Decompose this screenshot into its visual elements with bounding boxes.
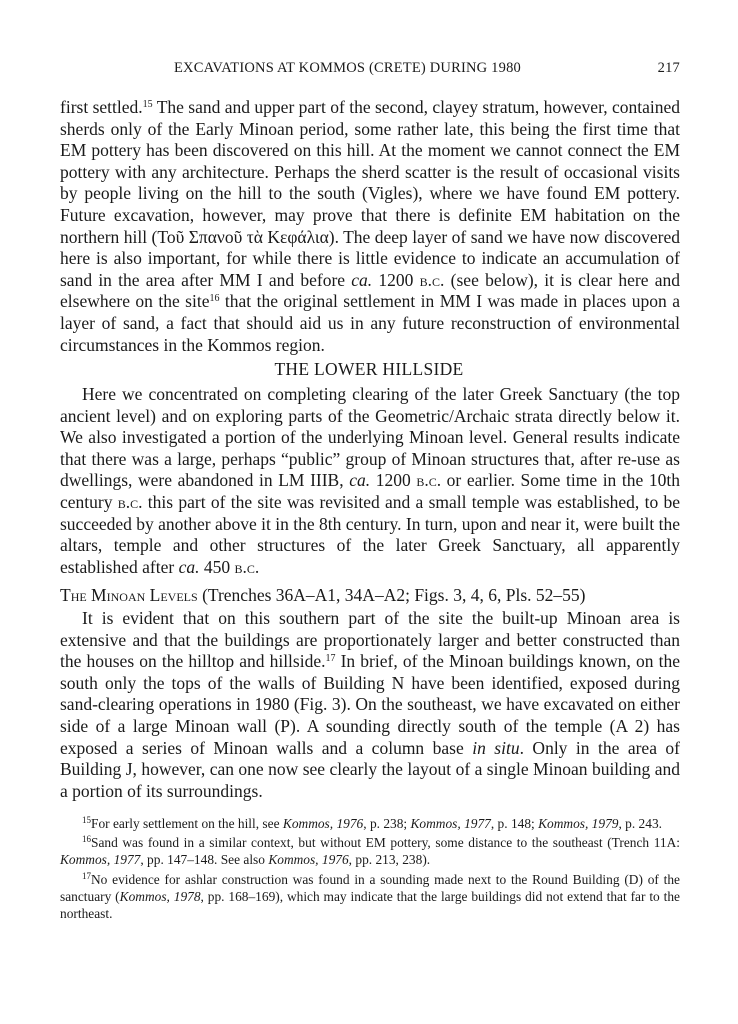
page-number: 217	[657, 60, 680, 76]
footnote-ref-16[interactable]: 16	[209, 293, 220, 305]
running-head: EXCAVATIONS AT KOMMOS (CRETE) DURING 1980	[174, 60, 521, 76]
section-heading: THE LOWER HILLSIDE	[274, 359, 464, 379]
subsection-heading	[60, 585, 680, 607]
paragraph-early-settlement: first settled.$^{15}$ The sand and upper part of the second, clayey stratum, however, contained sherds only of the Early Minoan period, some rather late, this being the first time that EM pottery has been discovered on this hill. At the moment we cannot connect the EM pottery with any architecture. Perhaps the sherd scatter is the result of occasional visits by people living on the hill to the south (Vigles), where we have found EM pottery. Future excavation, however, may prove that there is definite EM habitation on the northern hill (Τοῦ Σπανοῦ τὰ Κεφάλια). The deep layer of sand we have now discovered here is also important, for while there is little evidence to indicate an accumulation of sand in the area after MM I and before ca. 1200 b.c. (see below), it is clear here and elsewhere on the site$^{16}$ that the original settlement in MM I was made in places upon a layer of sand, a fact that should aid us in any future reconstruction of environmental circumstances in the Kommos region.	[60, 97, 681, 355]
footnote-ref-17[interactable]: 17	[325, 653, 336, 665]
footnote-15: $^{15}$For early settlement on the hill, see Kommos, 1976, p. 238; Kommos, 1977, p. 148; Kommos, 1979, p. 243.	[82, 815, 662, 831]
subsection-detail: (Trenches 36A–A1, 34A–A2; Figs. 3, 4, 6, Pls. 52–55)	[197, 585, 586, 605]
footnote-ref-15[interactable]: 15	[142, 99, 153, 110]
paragraph-lower-hillside: Here we concentrated on completing clearing of the later Greek Sanctuary (the top ancient level) and on exploring parts of the Geometric/Archaic strata directly below it. We also investigated a portion of the underlying Minoan level. General results indicate that there was a large, perhaps “public” group of Minoan structures that, after re-use as dwellings, were abandoned in LM IIIB, ca. 1200 b.c. or earlier. Some time in the 10th century b.c. this part of the site was revisited and a small temple was established, to be succeeded by another above it in the 8th century. In turn, upon and near it, were built the altars, temple and other structures of the later Greek Sanctuary, all apparently established after ca. 450 b.c.	[60, 384, 680, 577]
page-header	[60, 60, 680, 82]
footnote-16: $^{16}$Sand was found in a similar context, but without EM pottery, some distance to the southeast (Trench 11A: Kommos, 1977, pp. 147–148. See also Kommos, 1976, pp. 213, 238).	[60, 834, 680, 868]
subsection-title: The Minoan Levels	[60, 585, 198, 605]
paragraph-minoan-levels: It is evident that on this southern part of the site the built-up Minoan area is extensive and that the buildings are proportionately larger and better constructed than the houses on the hilltop and hillside.$^{17}$ In brief, of the Minoan buildings known, on the south only the tops of the walls of Building N have been identified, exposed during sand-clearing operations in 1980 (Fig. 3). On the southeast, we have excavated on either side of a large Minoan wall (P). A sounding directly south of the temple (A 2) has exposed a series of Minoan walls and a column base in situ. Only in the area of Building J, however, can one now see clearly the layout of a single Minoan building and a portion of its surroundings.	[60, 608, 681, 801]
footnote-17: $^{17}$No evidence for ashlar construction was found in a sounding made next to the Round Building (D) of the sanctuary (Kommos, 1978, pp. 168–169), which may indicate that the large buildings did not extend that far to the northeast.	[60, 870, 680, 922]
footnotes	[60, 815, 680, 924]
